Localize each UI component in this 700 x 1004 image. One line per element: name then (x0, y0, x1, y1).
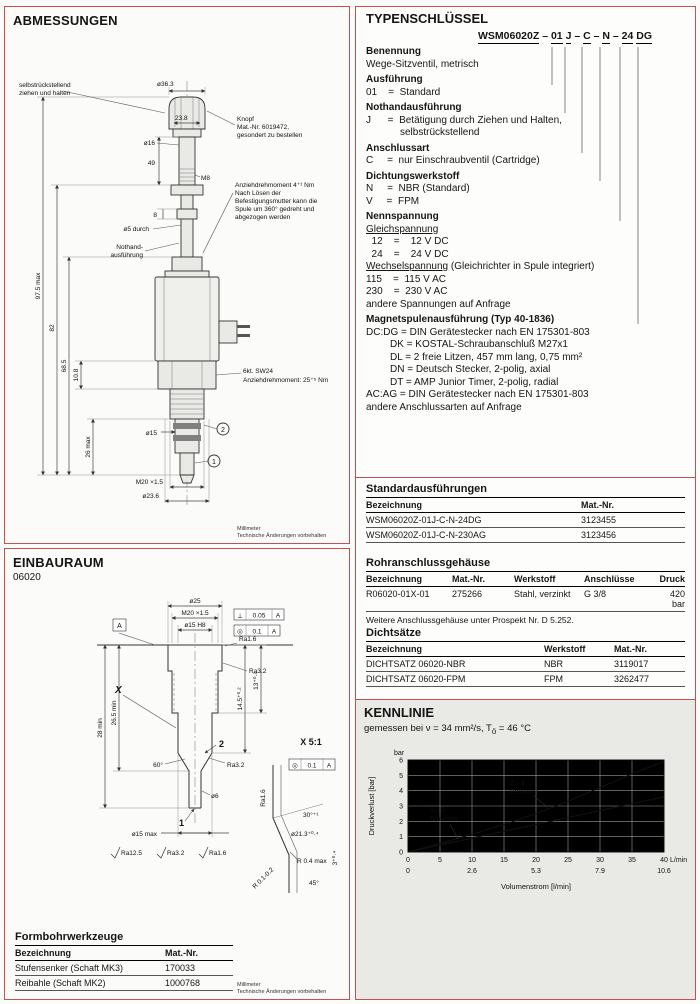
code-coil: DG (636, 30, 653, 42)
note-knopf: gesondert zu bestellen (237, 132, 303, 139)
seal-name: DICHTSATZ 06020-FPM (366, 674, 466, 684)
seal-matnr: 3262477 (614, 674, 650, 684)
dim-d15: ø15 (145, 430, 157, 437)
value-ac-115: 115 = 115 V AC (366, 273, 446, 285)
value-benennung: Wege-Sitzventil, metrisch (366, 58, 479, 70)
tool-name: Stufensenker (Schaft MK3) (15, 963, 124, 973)
dim-d15h8: ø15 H8 (184, 622, 206, 629)
port-1-marker: 1 (212, 459, 216, 466)
seals-table-title: Dichtsätze (366, 627, 422, 639)
heading-benennung: Benennung (366, 46, 421, 57)
dim-82: 82 (49, 324, 56, 332)
section-kennlinie (364, 705, 687, 899)
code-manual-override: J (565, 30, 572, 42)
type-code (478, 30, 685, 42)
note-torque: Nach Lösen der (235, 190, 281, 197)
dim-13: 13⁺⁰·² (253, 672, 260, 690)
tool-name: Reibahle (Schaft MK2) (15, 978, 106, 988)
code-connection: C (583, 30, 591, 42)
subtitle-subscript: ö (491, 726, 497, 736)
svg-text:25: 25 (564, 856, 572, 864)
tool-matnr: 1000768 (165, 978, 201, 988)
table-row (15, 976, 233, 991)
value-dichtung-n: N = NBR (Standard) (366, 183, 470, 194)
seal-matnr: 3119017 (614, 659, 649, 669)
std-part-name: WSM06020Z-01J-C-N-24DG (366, 515, 482, 525)
x-axis-ticks (406, 857, 687, 864)
dim-60deg: 60° (153, 762, 163, 769)
value-anschlussart: C = nur Einschraubventil (Cartridge) (366, 155, 540, 166)
footer-units: Millimeter (237, 526, 261, 532)
valve-dimension-drawing (7, 33, 347, 529)
section-einbauraum (4, 548, 350, 1000)
svg-text:2.6: 2.6 (467, 867, 477, 875)
rohr-col-druck: Druck (659, 574, 685, 584)
dim-d15max: ø15 max (131, 831, 157, 838)
fcf-perpendicularity-tolerance: 0.05 (252, 612, 266, 620)
svg-text:10.6: 10.6 (657, 867, 671, 875)
std-part-name: WSM06020Z-01J-C-N-230AG (366, 530, 487, 540)
port-2-marker: 2 (221, 427, 225, 434)
table-row (366, 657, 685, 672)
cavity-labels (97, 598, 267, 857)
value-coil-dl: DL = 2 freie Litzen, 457 mm lang, 0,75 mm² (390, 351, 583, 363)
seals-col-matnr: Mat.-Nr. (614, 644, 648, 654)
dim-238: 23.8 (175, 115, 188, 122)
series-stromlos-code: 1→2 (430, 806, 445, 814)
svg-text:7.9: 7.9 (595, 867, 605, 875)
fcf-concentricity-datum: A (271, 628, 277, 636)
svg-text:35: 35 (628, 856, 636, 864)
dim-d16: ø16 (143, 140, 155, 147)
fcf-detail-tolerance: 0.1 (307, 762, 317, 770)
heading-dichtungswerkstoff: Dichtungswerkstoff (366, 170, 460, 182)
fcf-perpendicularity-symbol: ⟂ (237, 612, 243, 620)
value-dc-12: 12 = 12 V DC (366, 236, 449, 247)
surface-ra32-cone: Ra3.2 (227, 762, 245, 769)
subtitle-text: gemessen bei ν = 34 mm²/s, T (364, 723, 492, 734)
rohr-part-name: R06020-01X-01 (366, 589, 430, 599)
section-abmessungen (4, 6, 350, 544)
surface-ra16: Ra1.6 (239, 636, 257, 643)
value-dc-24: 24 = 24 V DC (366, 248, 449, 260)
datum-a-label: A (117, 623, 122, 630)
cavity-drawing (5, 593, 345, 893)
dim-d236: ø23.6 (142, 493, 159, 500)
svg-text:0: 0 (406, 856, 410, 864)
pressure-loss-chart (364, 744, 700, 894)
svg-text:L/min: L/min (670, 856, 688, 864)
tools-col-matnr: Mat.-Nr. (165, 948, 199, 958)
fcf-concentricity-symbol: ◎ (237, 628, 243, 636)
right-column (355, 6, 696, 1000)
table-row (366, 513, 685, 528)
dim-knob-diameter: ø36.3 (157, 81, 174, 88)
seal-name: DICHTSATZ 06020-NBR (366, 659, 466, 669)
code-dash: – (542, 30, 549, 42)
rohr-table-header (366, 571, 685, 587)
y-axis-ticks (399, 757, 403, 856)
y-axis-unit: bar (394, 749, 405, 757)
finish-ra32: Ra3.2 (167, 850, 185, 857)
dim-49: 49 (147, 160, 155, 167)
svg-text:30: 30 (596, 856, 604, 864)
feature-control-frames (234, 609, 284, 636)
section-divider (356, 477, 695, 478)
x-axis-gpm-ticks (406, 868, 671, 875)
tool-matnr: 170033 (165, 963, 196, 973)
dim-685: 68.5 (61, 359, 68, 373)
dim-975max: 97.5 max (35, 272, 42, 300)
table-row (15, 961, 233, 976)
value-coil-acag: AC:AG = DIN Gerätestecker nach EN 175301-803 (366, 389, 589, 400)
seals-col-werkstoff: Werkstoff (544, 644, 586, 654)
dim-265min: 26.5 min (111, 700, 118, 726)
detail-d213: ø21.3⁺⁰·⁴ (291, 831, 319, 838)
code-seal: N (602, 30, 610, 42)
series-bestromt-code: 2→1 (510, 779, 525, 787)
port-2-label: 2 (219, 739, 225, 749)
note-nothand: ausführung (110, 252, 143, 259)
value-dichtung-v: V = FPM (366, 195, 420, 207)
value-nothand-2: selbstrückstellend (400, 127, 480, 138)
value-coil-dcdg: DC:DG = DIN Gerätestecker nach EN 175301-803 (366, 326, 590, 338)
rohr-part-druck: 420 bar (669, 589, 685, 609)
value-ac-230: 230 = 230 V AC (366, 286, 448, 297)
rohr-note: Weitere Anschlussgehäuse unter Prospekt Nr. D 5.252. (366, 615, 574, 625)
dim-m20: M20 ×1.5 (181, 610, 209, 617)
svg-text:2: 2 (399, 818, 403, 826)
heading-ausfuehrung: Ausführung (366, 74, 423, 85)
series-bestromt-name: Bestromt (510, 788, 539, 796)
dim-26max: 26 max (85, 436, 92, 458)
port-1-label: 1 (179, 818, 185, 828)
svg-text:15: 15 (500, 856, 508, 864)
note-selfreset: ziehen und halten (19, 90, 71, 97)
datum-flag (113, 619, 126, 631)
footer-disclaimer: Technische Änderungen vorbehalten (237, 988, 327, 995)
heading-nennspannung: Nennspannung (366, 211, 439, 222)
heading-magnetspulenausfuehrung: Magnetspulenausführung (Typ 40-1836) (366, 314, 555, 325)
dim-d5: ø5 durch (123, 226, 149, 233)
fcf-concentricity-tolerance: 0.1 (252, 628, 262, 636)
svg-text:3: 3 (399, 803, 403, 811)
detail-45deg: 45° (309, 880, 319, 887)
heading-anschlussart: Anschlussart (366, 142, 430, 154)
detail-r04: R 0.4 max (297, 858, 327, 865)
section-standardausfuehrungen (366, 483, 685, 543)
abmessungen-footer (237, 526, 343, 539)
dim-8: 8 (153, 212, 157, 219)
formbohrwerkzeuge-table (15, 931, 233, 991)
finish-ra125: Ra12.5 (121, 850, 142, 857)
surface-ra32: Ra3.2 (249, 668, 267, 675)
rohr-part-werkstoff: Stahl, verzinkt (514, 589, 571, 599)
detail-30deg: 30°⁺¹ (303, 812, 319, 819)
note-knopf: Mat.-Nr. 6019472, (237, 124, 290, 131)
cavity-leaders (119, 633, 297, 859)
table-row (366, 528, 685, 543)
tools-col-bezeichnung: Bezeichnung (15, 948, 72, 958)
finish-ra16: Ra1.6 (209, 850, 227, 857)
std-col-bezeichnung: Bezeichnung (366, 500, 423, 510)
svg-text:5: 5 (399, 772, 403, 780)
rohr-part-anschluss: G 3/8 (584, 589, 607, 599)
code-dash: – (593, 30, 600, 42)
table-row (366, 672, 685, 687)
dim-28min: 28 min (97, 718, 104, 738)
heading-nothandausfuehrung: Nothandausführung (366, 102, 462, 113)
footer-units: Millimeter (237, 982, 261, 988)
abmessungen-title: ABMESSUNGEN (13, 13, 118, 28)
dim-108: 10.8 (73, 368, 80, 382)
tools-table-header (15, 945, 233, 961)
footer-disclaimer: Technische Änderungen vorbehalten (237, 532, 327, 539)
value-ausfuehrung: 01 = Standard (366, 86, 441, 98)
std-table-header (366, 497, 685, 513)
dim-m20: M20 ×1.5 (135, 479, 163, 486)
detail-r0102: R 0.1-0.2 (251, 866, 276, 891)
kennlinie-title: KENNLINIE (364, 705, 435, 720)
svg-text:0: 0 (406, 867, 410, 875)
note-torque: abgezogen werden (235, 214, 291, 221)
note-other-voltages: andere Spannungen auf Anfrage (366, 298, 511, 310)
section-dichtsaetze (366, 627, 685, 687)
kennlinie-subtitle (364, 723, 687, 736)
svg-text:6: 6 (399, 757, 403, 765)
seals-table-header (366, 641, 685, 657)
detail-x-mark: X (115, 685, 122, 696)
note-selfreset: selbstrückstellend (19, 82, 71, 89)
std-col-matnr: Mat.-Nr. (581, 500, 615, 510)
fcf-detail-datum: A (326, 762, 332, 770)
seal-material: NBR (544, 659, 564, 669)
note-other-connectors: andere Anschlussarten auf Anfrage (366, 401, 522, 413)
x-axis-label: Volumenstrom [l/min] (500, 881, 572, 891)
rohr-table-title: Rohranschlussgehäuse (366, 557, 491, 569)
note-nothand: Nothand- (116, 244, 143, 251)
note-torque: Befestigungsmutter kann die (235, 198, 318, 205)
rohr-col-bezeichnung: Bezeichnung (366, 574, 423, 584)
rohr-col-anschluesse: Anschlüsse (584, 574, 635, 584)
value-nothand-1: J = Betätigung durch Ziehen und Halten, (366, 114, 562, 126)
subheading-wechselspannung (366, 261, 685, 274)
detail-x-view (251, 737, 339, 893)
detail-d3: 3⁺⁰·⁴ (332, 850, 339, 866)
valve-body-shapes (155, 97, 250, 483)
value-coil-dn: DN = Deutsch Stecker, 2-polig, axial (390, 364, 551, 375)
series-stromlos-name: Stromlos (430, 815, 458, 823)
rohr-part-matnr: 275266 (452, 589, 483, 599)
y-axis-label: Druckverlust [bar] (367, 776, 376, 836)
svg-text:4: 4 (399, 788, 403, 796)
std-part-matnr: 3123456 (581, 530, 617, 540)
table-row (366, 587, 685, 612)
seals-col-bezeichnung: Bezeichnung (366, 644, 423, 654)
wechselspannung-label: Wechselspannung (366, 261, 449, 272)
code-dash: – (574, 30, 581, 42)
section-typenschluessel (366, 11, 685, 414)
svg-text:20: 20 (532, 856, 540, 864)
note-torque: Anziehdrehmoment 4⁺¹ Nm (235, 182, 315, 189)
code-voltage: 24 (621, 30, 634, 42)
rohr-col-matnr: Mat.-Nr. (452, 574, 486, 584)
svg-text:5: 5 (438, 856, 442, 864)
wechselspannung-note: (Gleichrichter in Spule integriert) (448, 261, 595, 272)
rohr-col-werkstoff: Werkstoff (514, 574, 556, 584)
code-series: WSM06020Z (478, 30, 540, 42)
dim-145: 14.5⁺⁰·² (237, 687, 244, 711)
svg-text:1: 1 (399, 834, 403, 842)
port-markers (208, 423, 229, 467)
typenschluessel-title: TYPENSCHLÜSSEL (366, 11, 489, 26)
einbauraum-title: EINBAURAUM (13, 555, 104, 570)
fcf-detail-symbol: ◎ (292, 762, 298, 770)
dim-d6: ø6 (211, 793, 219, 800)
einbauraum-footer (237, 982, 343, 995)
svg-text:0: 0 (399, 849, 403, 857)
dim-d25: ø25 (189, 598, 201, 605)
value-coil-dk: DK = KOSTAL-Schraubanschluß M27x1 (390, 339, 568, 350)
svg-text:5.3: 5.3 (531, 867, 541, 875)
subheading-gleichspannung: Gleichspannung (366, 223, 439, 235)
fcf-perpendicularity-datum: A (275, 612, 281, 620)
einbauraum-code: 06020 (13, 572, 41, 583)
value-coil-dt: DT = AMP Junior Timer, 2-polig, radial (390, 376, 559, 388)
note-knopf: Knopf (237, 116, 254, 123)
note-torque: Spule um 360° gedreht und (235, 206, 315, 213)
std-part-matnr: 3123455 (581, 515, 617, 525)
std-table-title: Standardausführungen (366, 483, 488, 495)
section-rohranschlussgehaeuse (366, 557, 685, 625)
svg-text:10: 10 (468, 856, 476, 864)
note-hex-torque: Anziehdrehmoment: 25⁺⁵ Nm (243, 377, 329, 384)
tools-table-title: Formbohrwerkzeuge (15, 931, 124, 943)
code-dash: – (612, 30, 619, 42)
dim-m8: M8 (201, 175, 211, 182)
seal-material: FPM (544, 674, 563, 684)
code-version: 01 (550, 30, 563, 42)
detail-ra16: Ra1.6 (260, 789, 267, 807)
svg-text:40: 40 (660, 856, 668, 864)
detail-x-title: X 5:1 (300, 737, 322, 747)
subtitle-text: = 46 °C (496, 723, 531, 734)
note-hex: 6kt. SW24 (243, 368, 273, 375)
